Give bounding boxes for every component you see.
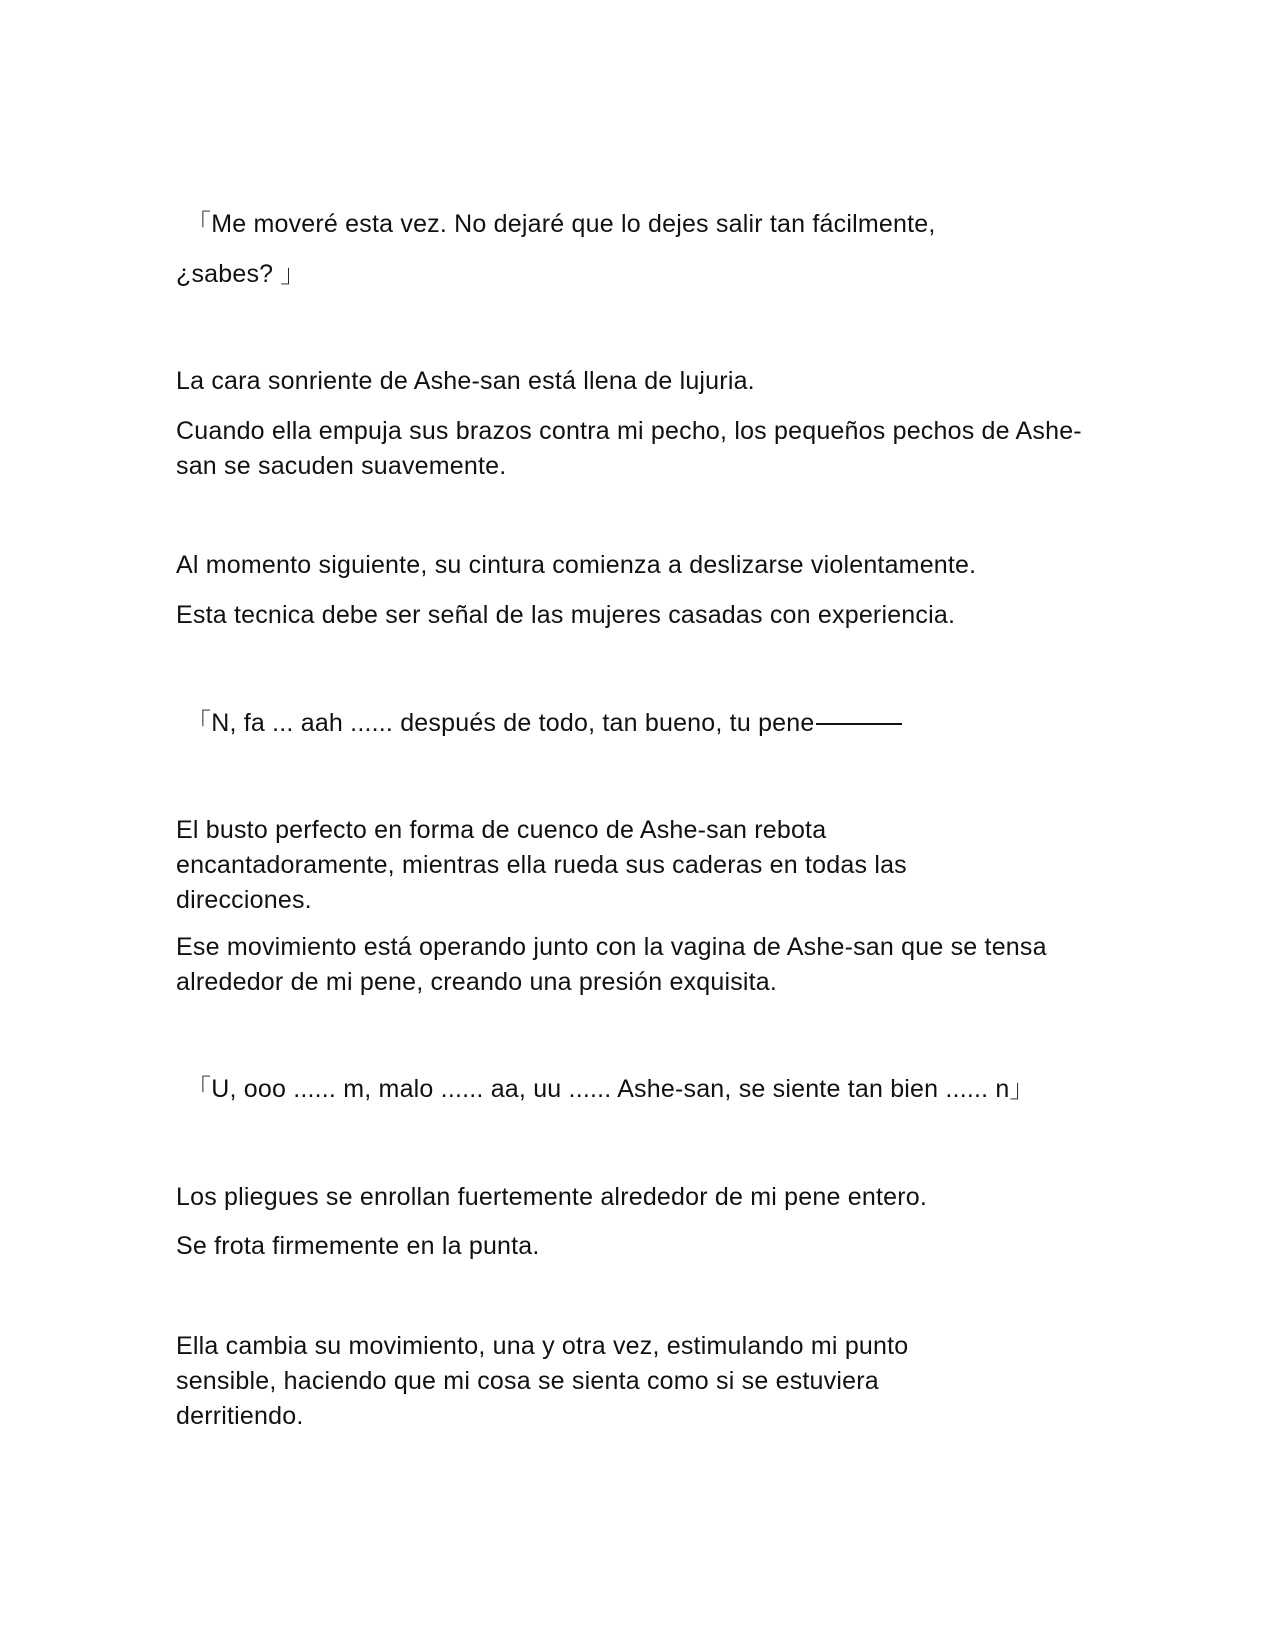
dialogue-line-1-continuation: ¿sabes? 」	[176, 260, 306, 288]
paragraph-6: Ese movimiento está operando junto con la vagina de Ashe-san que se tensa alrededor de mi pene, creando una presión exquisita.	[176, 933, 1047, 996]
dash-line	[816, 723, 902, 725]
dialogue-line-1: 「Me moveré esta vez. No dejaré que lo dejes salir tan fácilmente,	[186, 210, 936, 238]
paragraph-1: La cara sonriente de Ashe-san está llena de lujuria.	[176, 367, 755, 395]
dialogue-line-2	[186, 706, 1116, 741]
dialogue-line-2-text: 「N, fa ... aah ...... después de todo, tan bueno, tu pene	[186, 709, 815, 737]
paragraph-5: El busto perfecto en forma de cuenco de Ashe-san rebota encantadoramente, mientras ella rueda sus caderas en todas las direcciones.	[176, 816, 907, 914]
dialogue-line-3: 「U, ooo ...... m, malo ...... aa, uu ...... Ashe-san, se siente tan bien ...... n」	[186, 1075, 1035, 1103]
paragraph-3: Al momento siguiente, su cintura comienza a deslizarse violentamente.	[176, 551, 977, 579]
paragraph-7: Los pliegues se enrollan fuertemente alrededor de mi pene entero.	[176, 1183, 927, 1211]
paragraph-9: Ella cambia su movimiento, una y otra vez, estimulando mi punto sensible, haciendo que mi cosa se sienta como si se estuviera derritiendo.	[176, 1332, 909, 1430]
paragraph-8: Se frota firmemente en la punta.	[176, 1232, 540, 1260]
paragraph-4: Esta tecnica debe ser señal de las mujeres casadas con experiencia.	[176, 601, 956, 629]
paragraph-2: Cuando ella empuja sus brazos contra mi pecho, los pequeños pechos de Ashe-san se sacuden suavemente.	[176, 417, 1082, 480]
